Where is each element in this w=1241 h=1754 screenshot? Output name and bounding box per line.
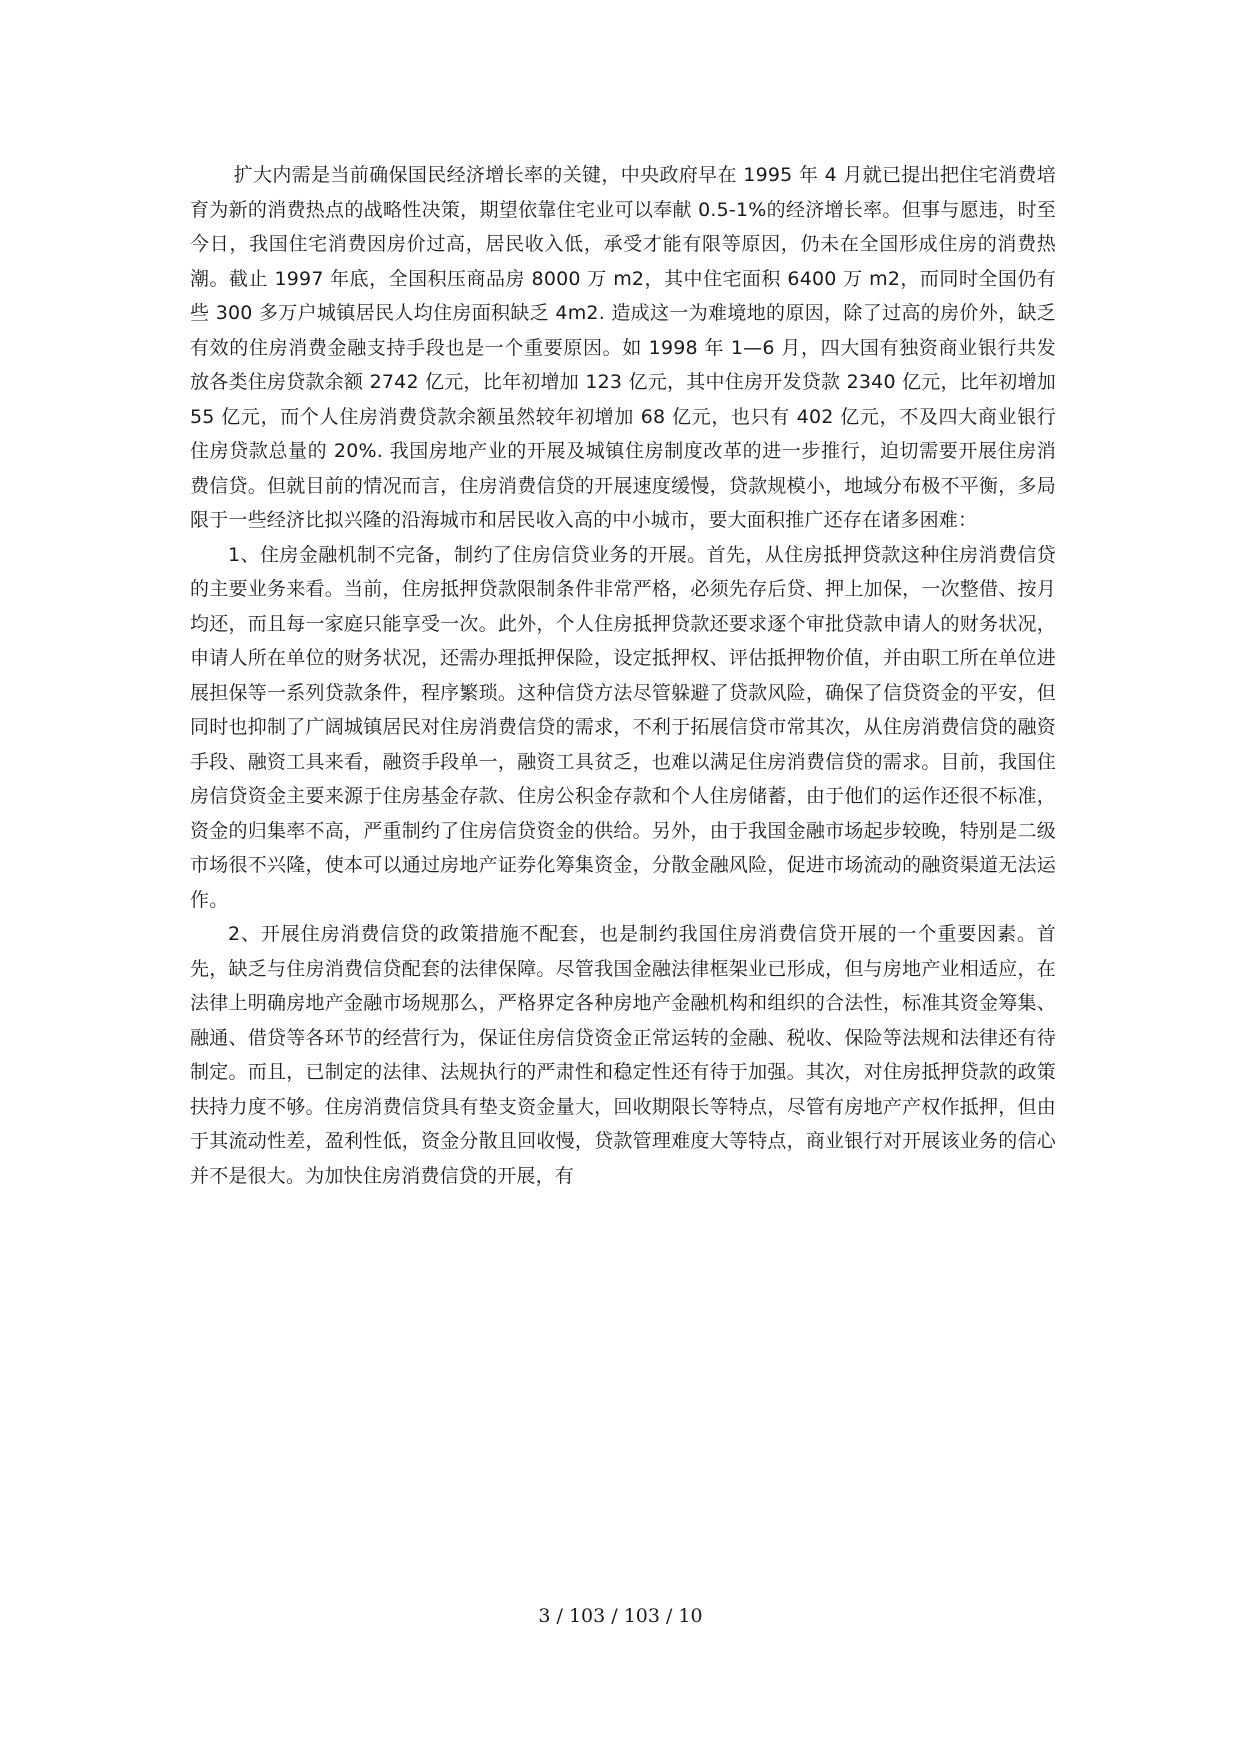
paragraph-intro: 扩大内需是当前确保国民经济增长率的关键，中央政府早在 1995 年 4 月就已提出把住宅消费培育为新的消费热点的战略性决策，期望依靠住宅业可以奉献 0.5-1%的经济增长率。但事与愿违，时至今日，我国住宅消费因房价过高，居民收入低，承受才能有限等原因，仍未在全国形成住房的消费热潮。截止 1997 年底，全国积压商品房 8000 万 m2，其中住宅面积 6400 万 m2，而同时全国仍有些 300 多万户城镇居民人均住房面积缺乏 4m2. 造成这一为难境地的原因，除了过高的房价外，缺乏有效的住房消费金融支持手段也是一个重要原因。如 1998 年 1—6 月，四大国有独资商业银行共发放各类住房贷款余额 2742 亿元，比年初增加 123 亿元，其中住房开发贷款 2340 亿元，比年初增加 55 亿元，而个人住房消费贷款余额虽然较年初增加 68 亿元，也只有 402 亿元，不及四大商业银行住房贷款总量的 20%. 我国房地产业的开展及城镇住房制度改革的进一步推行，迫切需要开展住房消费信贷。但就目前的情况而言，住房消费信贷的开展速度缓慢，贷款规模小，地域分布极不平衡，多局限于一些经济比拟兴隆的沿海城市和居民收入高的中小城市，要大面积推广还存在诸多困难： [190,164,1056,531]
page-number-footer: 3 / 103 / 103 / 10 [538,1605,703,1627]
paragraph-point-1: 1、住房金融机制不完备，制约了住房信贷业务的开展。首先，从住房抵押贷款这种住房消费信贷的主要业务来看。当前，住房抵押贷款限制条件非常严格，必须先存后贷、押上加保，一次整借、按月均还，而且每一家庭只能享受一次。此外，个人住房抵押贷款还要求逐个审批贷款申请人的财务状况，申请人所在单位的财务状况，还需办理抵押保险，设定抵押权、评估抵押物价值，并由职工所在单位进展担保等一系列贷款条件，程序繁琐。这种信贷方法尽管躲避了贷款风险，确保了信贷资金的平安，但同时也抑制了广阔城镇居民对住房消费信贷的需求，不利于拓展信贷市常其次，从住房消费信贷的融资手段、融资工具来看，融资手段单一，融资工具贫乏，也难以满足住房消费信贷的需求。目前，我国住房信贷资金主要来源于住房基金存款、住房公积金存款和个人住房储蓄，由于他们的运作还很不标准，资金的归集率不高，严重制约了住房信贷资金的供给。另外，由于我国金融市场起步较晚，特别是二级市场很不兴隆，使本可以通过房地产证券化筹集资金，分散金融风险，促进市场流动的融资渠道无法运作。 [190,543,1056,911]
document-body [190,158,1056,1193]
paragraph-point-2: 2、开展住房消费信贷的政策措施不配套，也是制约我国住房消费信贷开展的一个重要因素。首先，缺乏与住房消费信贷配套的法律保障。尽管我国金融法律框架业已形成，但与房地产业相适应，在法律上明确房地产金融市场规那么，严格界定各种房地产金融机构和组织的合法性，标准其资金筹集、融通、借贷等各环节的经营行为，保证住房信贷资金正常运转的金融、税收、保险等法规和法律还有待制定。而且，已制定的法律、法规执行的严肃性和稳定性还有待于加强。其次，对住房抵押贷款的政策扶持力度不够。住房消费信贷具有垫支资金量大，回收期限长等特点，尽管有房地产产权作抵押，但由于其流动性差，盈利性低，资金分散且回收慢，贷款管理难度大等特点，商业银行对开展该业务的信心并不是很大。为加快住房消费信贷的开展，有 [190,923,1056,1187]
